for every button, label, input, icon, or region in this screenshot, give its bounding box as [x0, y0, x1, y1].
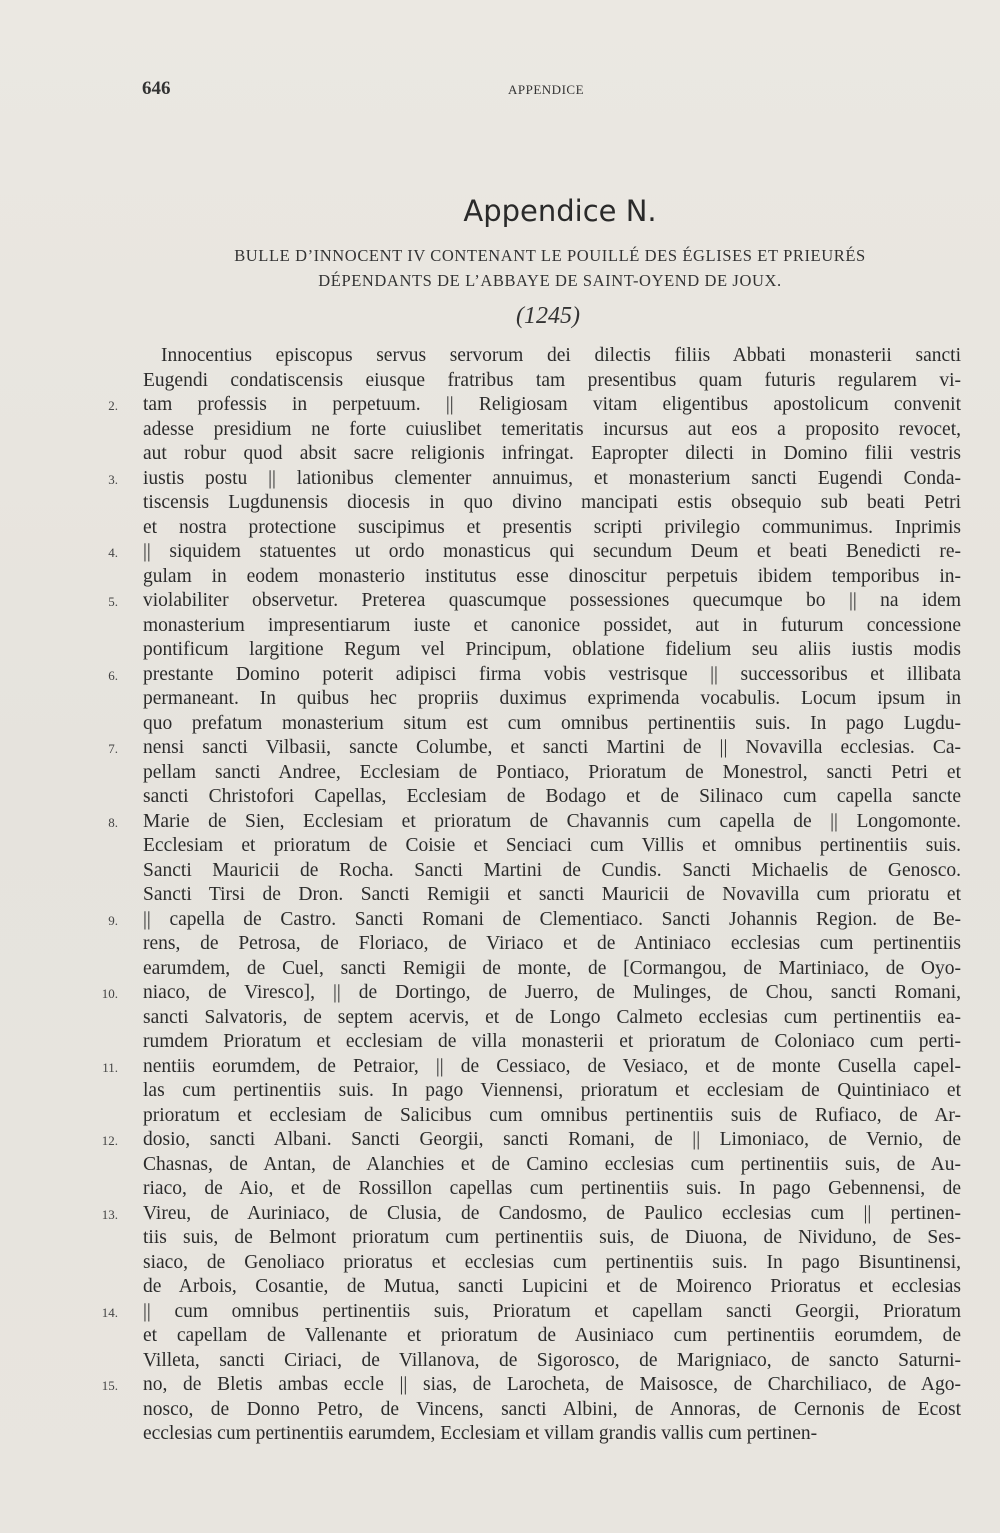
text-line: sancti Salvatoris, de septem acervis, et de Longo Calmeto ecclesias cum pertinentiis ea-: [143, 1006, 961, 1028]
margin-line-number: 7.: [108, 741, 118, 756]
text-line: nosco, de Donno Petro, de Vincens, sancti Albini, de Annoras, de Cernonis de Ecost: [143, 1398, 961, 1420]
margin-line-number: 5.: [108, 594, 118, 609]
text-line: riaco, de Aio, et de Rossillon capellas cum pertinentiis suis. In pago Gebennensi, de: [143, 1178, 961, 1199]
margin-line-number: 15.: [101, 1378, 118, 1393]
text-line: tiis suis, de Belmont prioratum cum pertinentiis suis, de Diuona, de Nividuno, de Ses-: [143, 1227, 961, 1248]
text-line: dosio, sancti Albani. Sancti Georgii, sancti Romani, de || Limoniaco, de Vernio, de: [143, 1129, 961, 1150]
text-line: ecclesias cum pertinentiis earumdem, Ecclesiam et villam grandis vallis cum pertinen-: [143, 1423, 818, 1444]
margin-line-number: 13.: [101, 1206, 118, 1222]
margin-line-number: 11.: [102, 1059, 118, 1075]
page-header: [0, 78, 1000, 102]
text-line: violabiliter observetur. Preterea quascumque possessiones quecumque bo || na idem: [143, 590, 961, 611]
subtitle-line: BULLE D’INNOCENT IV CONTENANT LE POUILLÉ DES ÉGLISES ET PRIEURÉS: [234, 246, 866, 265]
text-line: Chasnas, de Antan, de Alanchies et de Camino ecclesias cum pertinentiis suis, de Au-: [143, 1153, 961, 1175]
text-line: niaco, de Viresco], || de Dortingo, de Juerro, de Mulinges, de Chou, sancti Romani,: [143, 982, 961, 1003]
text-line: Villeta, sancti Ciriaci, de Villanova, de Sigorosco, de Marigniaco, de sancto Saturni-: [143, 1349, 961, 1371]
margin-line-number: 2.: [108, 398, 118, 413]
text-line: Marie de Sien, Ecclesiam et prioratum de Chavannis cum capella de || Longomonte.: [143, 810, 961, 832]
text-line: tiscensis Lugdunensis diocesis in quo divino mancipati estis obsequio sub beati Petri: [143, 492, 961, 513]
appendix-title: Appendice N.: [463, 194, 657, 228]
subtitle-line: DÉPENDANTS DE L’ABBAYE DE SAINT-OYEND DE JOUX.: [318, 271, 782, 290]
margin-line-number: 9.: [108, 912, 118, 928]
text-line: || siquidem statuentes ut ordo monasticus qui secundum Deum et beati Benedicti re-: [143, 541, 961, 562]
margin-line-number: 4.: [108, 545, 118, 560]
margin-line-number: 3.: [108, 471, 118, 487]
text-line: tam professis in perpetuum. || Religiosam vitam eligentibus apostolicum convenit: [143, 394, 961, 415]
text-line: las cum pertinentiis suis. In pago Viennensi, prioratum et ecclesiam de Quintiniaco et: [143, 1080, 961, 1101]
text-line: || cum omnibus pertinentiis suis, Prioratum et capellam sancti Georgii, Prioratum: [143, 1300, 961, 1322]
text-line: Sancti Tirsi de Dron. Sancti Remigii et sancti Mauricii de Novavilla cum prioratu et: [143, 884, 961, 905]
text-line: || capella de Castro. Sancti Romani de Clementiaco. Sancti Johannis Region. de Be-: [143, 908, 961, 930]
text-line: sancti Christofori Capellas, Ecclesiam de Bodago et de Silinaco cum capella sancte: [143, 786, 961, 807]
text-line: nentiis eorumdem, de Petraior, || de Cessiaco, de Vesiaco, et de monte Cusella capel-: [143, 1055, 961, 1077]
document-year: (1245): [516, 303, 580, 329]
text-line: adesse presidium ne forte cuiuslibet temeritatis incursus aut eos a proposito revocet,: [143, 418, 961, 440]
text-line: rens, de Petrosa, de Floriaco, de Viriaco et de Antiniaco ecclesias cum pertinentiis: [143, 933, 961, 954]
text-line: monasterium impresentiarum iuste et canonice possidet, aut in futurum concessione: [143, 614, 961, 636]
text-line: siaco, de Genoliaco prioratus et ecclesias cum pertinentiis suis. In pago Bisuntinensi,: [143, 1251, 961, 1273]
text-line: Vireu, de Auriniaco, de Clusia, de Candosmo, de Paulico ecclesias cum || pertinen-: [143, 1202, 961, 1224]
text-line: Sancti Mauricii de Rocha. Sancti Martini de Cundis. Sancti Michaelis de Genosco.: [143, 859, 961, 881]
text-line: rumdem Prioratum et ecclesiam de villa monasterii et prioratum de Coloniaco cum perti-: [143, 1031, 961, 1052]
margin-line-number: 8.: [108, 814, 118, 830]
text-line: no, de Bletis ambas eccle || sias, de Larocheta, de Maisosce, de Charchiliaco, de Ago-: [143, 1374, 961, 1395]
text-line: pellam sancti Andree, Ecclesiam de Pontiaco, Prioratum de Monestrol, sancti Petri et: [143, 761, 961, 783]
text-line: Innocentius episcopus servus servorum dei dilectis filiis Abbati monasterii sancti: [161, 345, 961, 366]
text-line: Ecclesiam et prioratum de Coisie et Senciaci cum Villis et omnibus pertinentiis suis.: [143, 835, 961, 856]
margin-line-number: 14.: [101, 1304, 118, 1320]
text-line: Eugendi condatiscensis eiusque fratribus tam presentibus quam futuris regularem vi-: [143, 369, 961, 391]
text-line: prestante Domino poterit adipisci firma vobis vestrisque || successoribus et illibata: [143, 663, 961, 685]
text-line: iustis postu || lationibus clementer annuimus, et monasterium sancti Eugendi Conda-: [143, 467, 961, 489]
margin-line-number: 10.: [101, 986, 118, 1001]
text-line: earumdem, de Cuel, sancti Remigii de monte, de [Cormangou, de Martiniaco, de Oyo-: [143, 957, 961, 979]
text-line: permaneant. In quibus hec propriis duximus exprimenda vocabulis. Locum ipsum in: [143, 688, 961, 709]
text-line: et capellam de Vallenante et prioratum de Ausiniaco cum pertinentiis eorumdem, de: [143, 1325, 961, 1346]
margin-line-number: 6.: [108, 667, 118, 683]
text-line: gulam in eodem monasterio institutus esse dinoscitur perpetuis ibidem temporibus in-: [143, 565, 961, 587]
running-head: APPENDICE: [508, 82, 585, 97]
text-line: aut robur quod absit sacre religionis infringat. Eapropter dilecti in Domino filii vestris: [143, 443, 961, 464]
text-line: prioratum et ecclesiam de Salicibus cum omnibus pertinentiis suis de Rufiaco, de Ar-: [143, 1104, 961, 1126]
text-line: de Arbois, Cosantie, de Mutua, sancti Lupicini et de Moirenco Prioratus et ecclesias: [143, 1276, 961, 1297]
text-line: et nostra protectione suscipimus et presentis scripti privilegio communimus. Inprimis: [143, 516, 961, 538]
margin-line-number: 12.: [101, 1133, 118, 1148]
text-line: nensi sancti Vilbasii, sancte Columbe, et sancti Martini de || Novavilla ecclesias. Ca-: [143, 737, 961, 758]
text-line: quo prefatum monasterium situm est cum omnibus pertinentiis suis. In pago Lugdu-: [143, 712, 961, 734]
page-number: 646: [142, 78, 171, 99]
text-line: pontificum largitione Regum vel Principum, oblatione fidelium seu aliis iustis modis: [143, 639, 961, 660]
